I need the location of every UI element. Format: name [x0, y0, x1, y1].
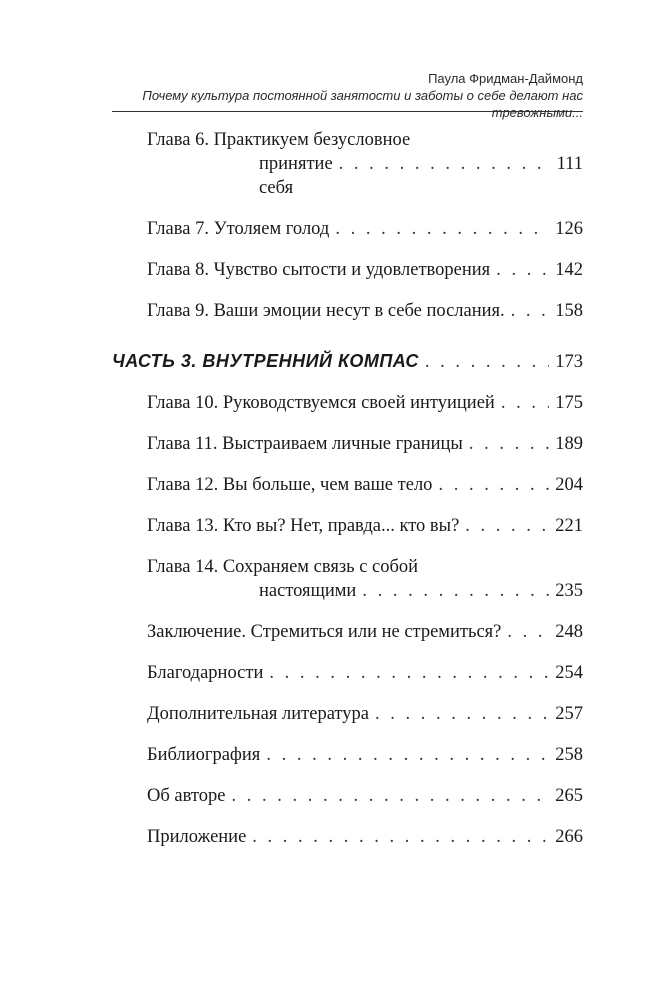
- toc-entry-part-3: [112, 349, 583, 374]
- dot-leader: [465, 514, 549, 538]
- toc-entry-conclusion: [112, 620, 583, 644]
- toc-entry-chapter-11: [112, 432, 583, 456]
- dot-leader: [362, 579, 549, 603]
- toc-entry-chapter-10: [112, 391, 583, 415]
- toc-entry-page: 257: [555, 704, 583, 724]
- toc-entry-chapter-9: [112, 299, 583, 323]
- dot-leader: [266, 743, 549, 767]
- toc-entry-page: 221: [555, 516, 583, 536]
- dot-leader: [511, 299, 550, 323]
- running-header: [62, 70, 583, 121]
- toc-entry-label: Глава 7. Утоляем голод: [147, 219, 330, 239]
- toc-entry-label: Глава 6. Практикуем безусловное: [147, 130, 411, 150]
- header-subtitle: Почему культура постоянной занятости и заботы о себе делают нас тревожными...: [142, 88, 583, 120]
- toc-entry-label: Глава 9. Ваши эмоции несут в себе послания.: [147, 301, 505, 321]
- toc-entry-page: 111: [556, 154, 583, 174]
- toc-entry-about-author: [112, 784, 583, 808]
- dot-leader: [507, 620, 549, 644]
- toc-entry-label: Глава 8. Чувство сытости и удовлетворения: [147, 260, 491, 280]
- dot-leader: [231, 784, 549, 808]
- toc-entry-label: Благодарности: [147, 663, 264, 683]
- toc-entry-page: 142: [555, 260, 583, 280]
- toc-entry-label: Приложение: [147, 827, 247, 847]
- toc-entry-page: 175: [555, 393, 583, 413]
- toc-entry-page: 254: [555, 663, 583, 683]
- toc-entry-label: Заключение. Стремиться или не стремиться?: [147, 622, 502, 642]
- dot-leader: [469, 432, 549, 456]
- dot-leader: [335, 217, 549, 241]
- dot-leader: [501, 391, 549, 415]
- toc-entry-page: 266: [555, 827, 583, 847]
- toc-entry-label: Библиография: [147, 745, 261, 765]
- toc-entry-page: 126: [555, 219, 583, 239]
- toc-entry-chapter-14: [112, 555, 583, 603]
- dot-leader: [339, 152, 551, 176]
- toc-entry-label: Об авторе: [147, 786, 226, 806]
- toc-entry-chapter-13: [112, 514, 583, 538]
- toc-entry-chapter-8: [112, 258, 583, 282]
- toc-entry-label: Глава 10. Руководствуемся своей интуицией: [147, 393, 495, 413]
- dot-leader: [269, 661, 549, 685]
- dot-leader: [438, 473, 549, 497]
- toc-entry-label-continued: настоящими: [259, 581, 357, 601]
- dot-leader: [496, 258, 549, 282]
- dot-leader: [375, 702, 549, 726]
- toc-entry-chapter-6: [112, 128, 583, 200]
- toc-entry-bibliography: [112, 743, 583, 767]
- toc-entry-label: Глава 12. Вы больше, чем ваше тело: [147, 475, 433, 495]
- toc-entry-chapter-12: [112, 473, 583, 497]
- toc-entry-appendix: [112, 825, 583, 849]
- toc-entry-page: 204: [555, 475, 583, 495]
- toc-entry-further-reading: [112, 702, 583, 726]
- dot-leader: [252, 825, 549, 849]
- toc-entry-label: Дополнительная литература: [147, 704, 369, 724]
- table-of-contents: [112, 128, 583, 866]
- header-rule: [112, 111, 583, 112]
- header-author: Паула Фридман-Даймонд: [428, 71, 583, 86]
- toc-entry-label: Глава 13. Кто вы? Нет, правда... кто вы?: [147, 516, 460, 536]
- toc-entry-page: 158: [555, 301, 583, 321]
- toc-entry-page: 189: [555, 434, 583, 454]
- dot-leader: [425, 350, 549, 374]
- toc-entry-page: 248: [555, 622, 583, 642]
- toc-entry-label: Глава 14. Сохраняем связь с собой: [147, 557, 419, 577]
- toc-entry-chapter-7: [112, 217, 583, 241]
- toc-part-label: ЧАСТЬ 3. ВНУТРЕННИЙ КОМПАС: [112, 351, 419, 371]
- toc-entry-page: 265: [555, 786, 583, 806]
- toc-entry-page: 235: [555, 581, 583, 601]
- toc-entry-page: 173: [555, 352, 583, 372]
- toc-entry-acknowledgements: [112, 661, 583, 685]
- toc-entry-label-continued: принятие себя: [259, 154, 333, 198]
- toc-entry-page: 258: [555, 745, 583, 765]
- toc-entry-label: Глава 11. Выстраиваем личные границы: [147, 434, 463, 454]
